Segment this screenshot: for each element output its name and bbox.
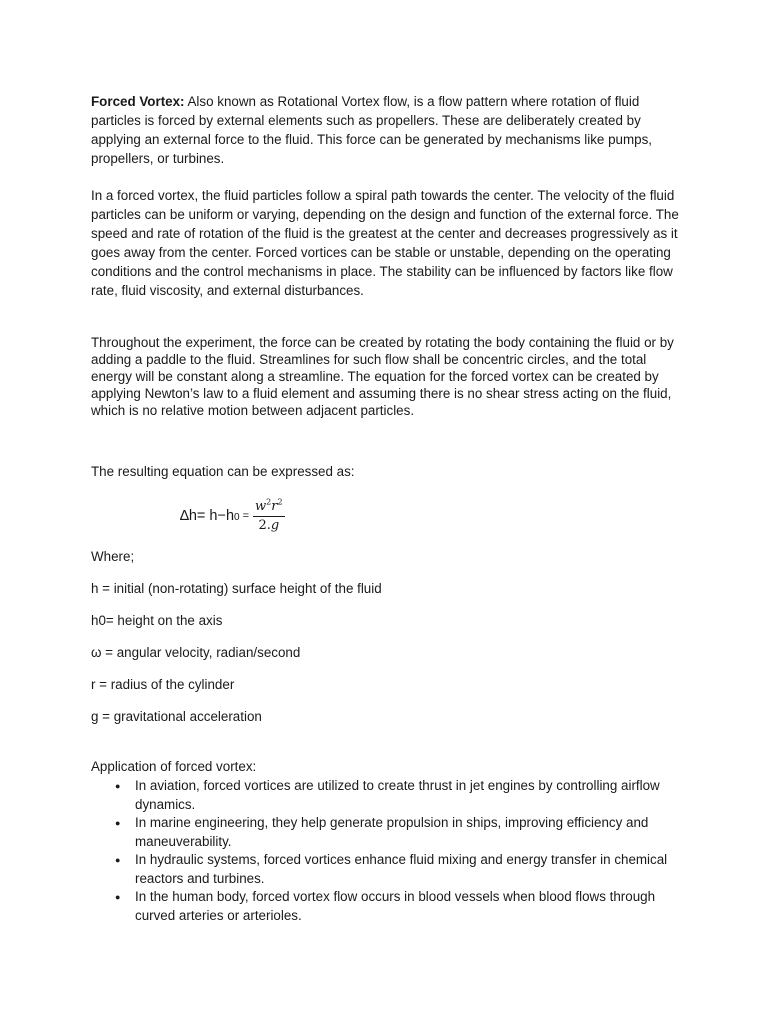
list-item [91,851,691,888]
list-item [91,888,691,925]
intro-paragraph [91,92,683,168]
equation-denominator [258,517,279,533]
equation-lhs-text: ∆h= h−h [180,508,235,524]
list-item-text: In the human body, forced vortex flow occurs in blood vessels when blood flows through curved arteries or arterioles. [135,889,656,923]
forced-vortex-term: Forced Vortex: [91,94,185,109]
forced-vortex-equation [180,494,285,538]
numerator-w-exponent: 2 [266,497,272,507]
list-item-text: In hydraulic systems, forced vortices enhance fluid mixing and energy transfer in chemical reactors and turbines. [135,852,668,886]
numerator-r-exponent: 2 [277,497,283,507]
definition-omega: ω = angular velocity, radian/second [91,645,301,660]
equation-numerator [253,497,285,517]
bullet-icon: ● [115,781,121,791]
list-item-text: In aviation, forced vortices are utilized to create thrust in jet engines by controlling airflow dynamics. [135,778,660,812]
applications-title: Application of forced vortex: [91,759,257,774]
bullet-icon: ● [115,855,121,865]
definition-h0: h0= height on the axis [91,613,223,628]
equation-fraction [253,497,285,533]
numerator-w: w [255,498,267,514]
definition-r: r = radius of the cylinder [91,677,235,692]
list-item [91,777,691,814]
equation-intro: The resulting equation can be expressed as: [91,464,355,479]
equation-lhs-subscript: 0 [234,512,240,523]
where-label: Where; [91,549,135,564]
numerator-r: r [271,498,278,514]
bullet-icon: ● [115,818,121,828]
denominator-g: g [270,517,280,533]
list-item [91,814,691,851]
applications-list [91,777,691,925]
definition-g: g = gravitational acceleration [91,709,262,724]
intro-text: Also known as Rotational Vortex flow, is a flow pattern where rotation of fluid particles is forced by external elements such as propellers. These are deliberately created by applying an external force to the fluid. This force can be generated by mechanisms like pumps, propellers, or turbines. [91,94,652,166]
definition-h: h = initial (non-rotating) surface height of the fluid [91,581,382,596]
denominator-constant: 2. [258,517,271,533]
equation-lhs [180,508,240,524]
experiment-paragraph: Throughout the experiment, the force can be created by rotating the body containing the fluid or by adding a paddle to the fluid. Streamlines for such flow shall be concentric circles, and the total energy will be constant along a streamline. The equation for the forced vortex can be created by applying Newton’s law to a fluid element and assuming there is no shear stress acting on the fluid, which is no relative motion between adjacent particles. [91,335,674,418]
equation-equals: = [242,510,250,522]
list-item-text: In marine engineering, they help generate propulsion in ships, improving efficiency and maneuverability. [135,815,649,849]
bullet-icon: ● [115,892,121,902]
spiral-path-paragraph: In a forced vortex, the fluid particles follow a spiral path towards the center. The velocity of the fluid particles can be uniform or varying, depending on the design and function of the external force. The speed and rate of rotation of the fluid is the greatest at the center and decreases progressively as it goes away from the center. Forced vortices can be stable or unstable, depending on the operating conditions and the control mechanisms in place. The stability can be influenced by factors like flow rate, fluid viscosity, and external disturbances. [91,188,679,298]
